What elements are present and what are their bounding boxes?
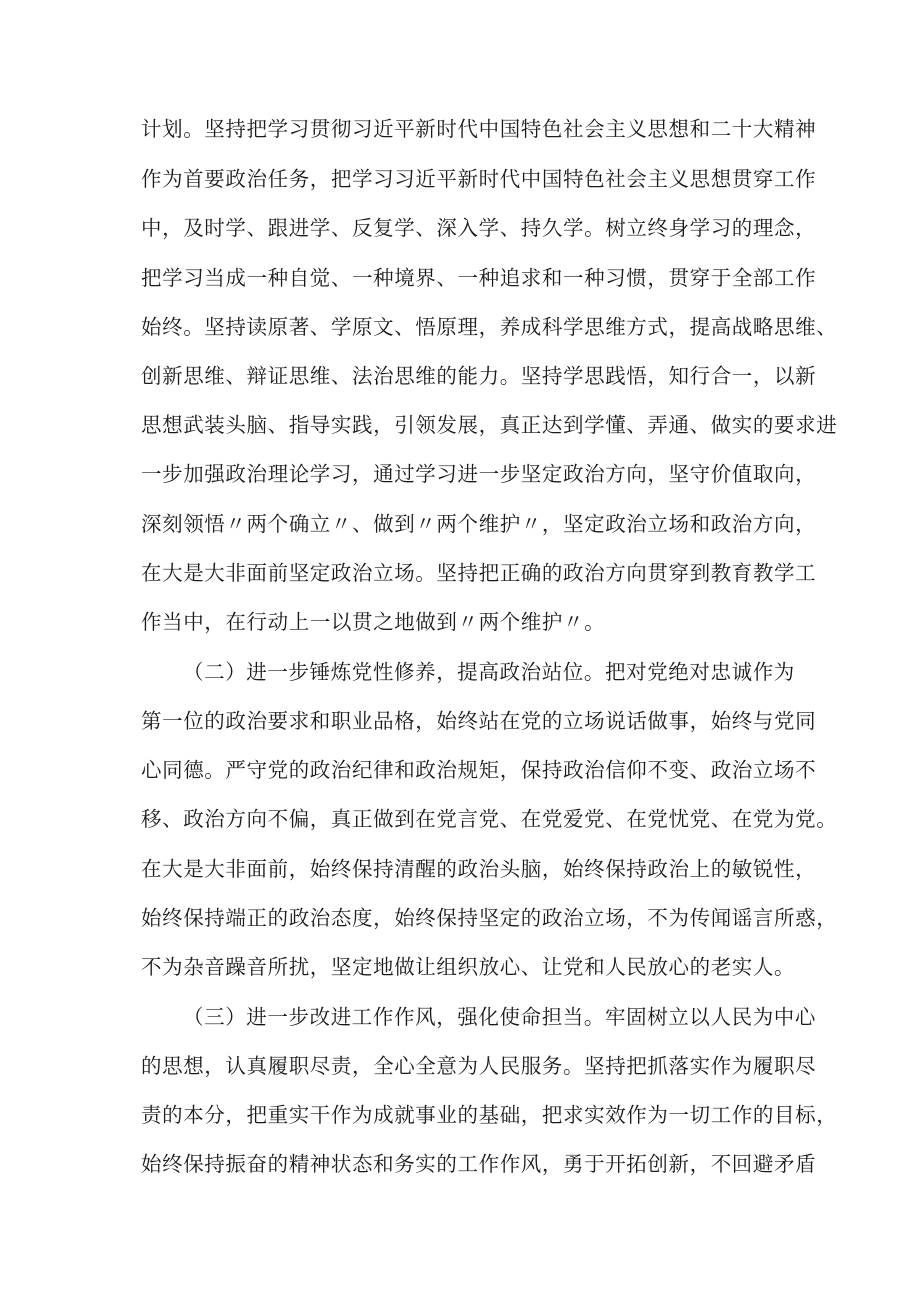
text-line: 心同德。严守党的政治纪律和政治规矩，保持政治信仰不变、政治立场不 bbox=[141, 758, 817, 782]
text-line: 始终保持端正的政治态度，始终保持坚定的政治立场，不为传闻谣言所惑， bbox=[141, 906, 838, 930]
text-line: 深刻领悟〃两个确立〃、做到〃两个维护〃，坚定政治立场和政治方向， bbox=[141, 512, 817, 536]
text-line: 在大是大非面前坚定政治立场。坚持把正确的政治方向贯穿到教育教学工 bbox=[141, 561, 817, 585]
text-line: 中，及时学、跟进学、反复学、深入学、持久学。树立终身学习的理念， bbox=[141, 216, 817, 240]
text-line: 的思想，认真履职尽责，全心全意为人民服务。坚持把抓落实作为履职尽 bbox=[141, 1054, 817, 1078]
text-line: 始终。坚持读原著、学原文、悟原理，养成科学思维方式，提高战略思维、 bbox=[141, 315, 838, 339]
text-line: 在大是大非面前，始终保持清醒的政治头脑，始终保持政治上的敏锐性， bbox=[141, 857, 817, 881]
text-line: 责的本分，把重实干作为成就事业的基础，把求实效作为一切工作的目标， bbox=[141, 1103, 838, 1127]
text-line: 作当中，在行动上一以贯之地做到〃两个维护〃。 bbox=[141, 610, 606, 634]
text-line: 把学习当成一种自觉、一种境界、一种追求和一种习惯，贯穿于全部工作 bbox=[141, 266, 817, 290]
text-line: 计划。坚持把学习贯彻习近平新时代中国特色社会主义思想和二十大精神 bbox=[141, 117, 817, 141]
text-line: 移、政治方向不偏，真正做到在党言党、在党爱党、在党忧党、在党为党。 bbox=[141, 807, 838, 831]
text-line: 作为首要政治任务，把学习习近平新时代中国特色社会主义思想贯穿工作 bbox=[141, 167, 817, 191]
section-heading-line: （二）进一步锤炼党性修养，提高政治站位。把对党绝对忠诚作为 bbox=[183, 660, 795, 684]
text-line: 不为杂音躁音所扰，坚定地做让组织放心、让党和人民放心的老实人。 bbox=[141, 955, 796, 979]
text-line: 始终保持振奋的精神状态和务实的工作作风，勇于开拓创新，不回避矛盾 bbox=[141, 1152, 817, 1176]
text-line: 思想武装头脑、指导实践，引领发展，真正达到学懂、弄通、做实的要求进 bbox=[141, 413, 838, 437]
text-line: 一步加强政治理论学习，通过学习进一步坚定政治方向，坚守价值取向， bbox=[141, 462, 817, 486]
section-heading-line: （三）进一步改进工作作风，强化使命担当。牢固树立以人民为中心 bbox=[183, 1005, 816, 1029]
text-line: 第一位的政治要求和职业品格，始终站在党的立场说话做事，始终与党同 bbox=[141, 709, 817, 733]
text-line: 创新思维、辩证思维、法治思维的能力。坚持学思践悟，知行合一，以新 bbox=[141, 364, 817, 388]
